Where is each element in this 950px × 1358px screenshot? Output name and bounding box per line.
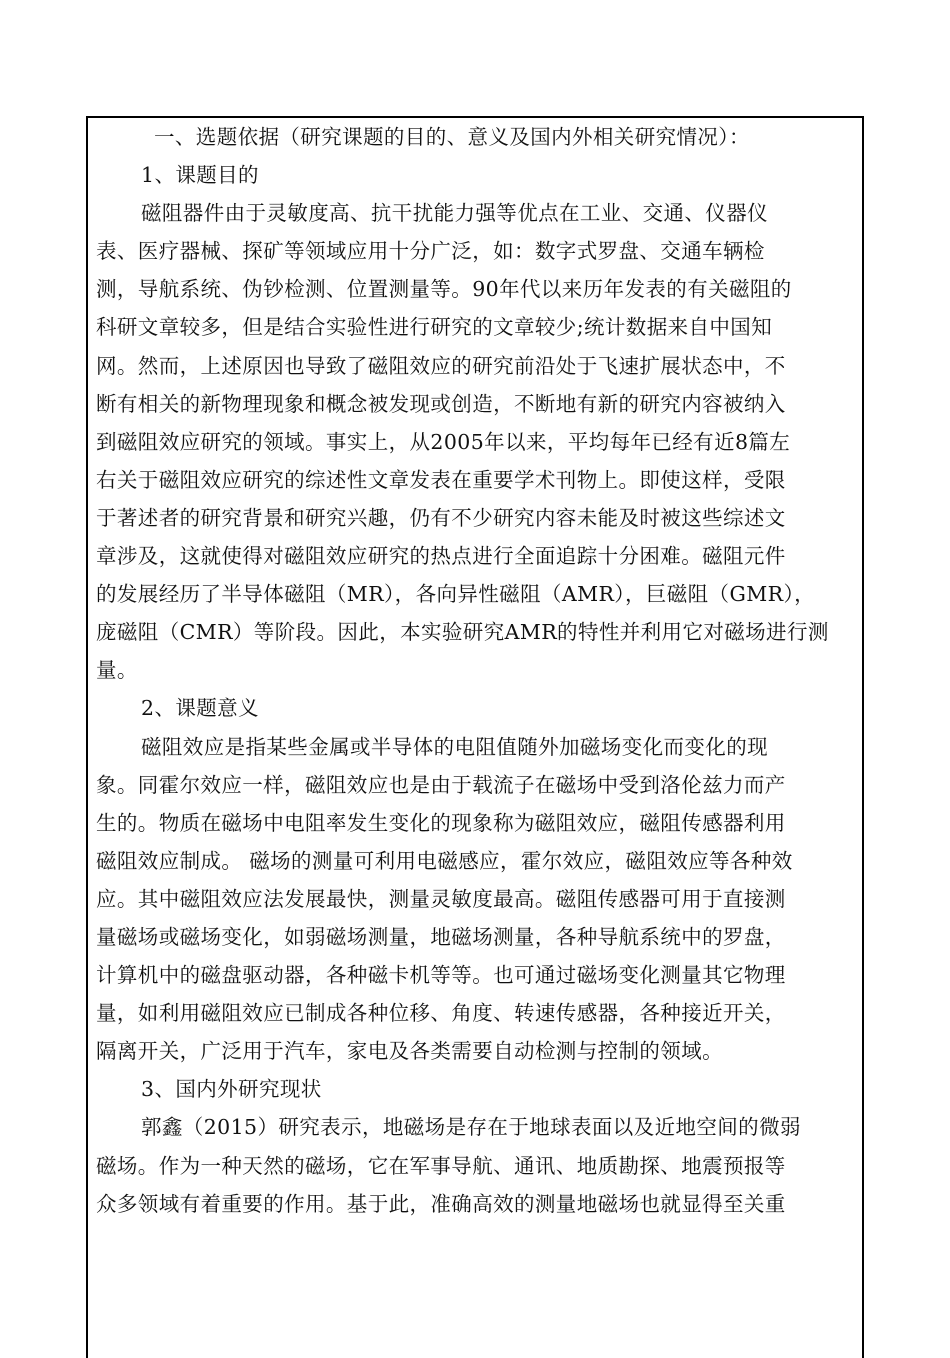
text-line: 量磁场或磁场变化，如弱磁场测量，地磁场测量，各种导航系统中的罗盘， bbox=[96, 924, 786, 949]
text-line: 网。然而，上述原因也导致了磁阻效应的研究前沿处于飞速扩展状态中，不 bbox=[96, 353, 786, 378]
subsection-heading: 3、国内外研究现状 bbox=[141, 1077, 322, 1102]
section-heading: 一、选题依据（研究课题的目的、意义及国内外相关研究情况）： bbox=[154, 125, 750, 149]
subsection-heading: 2、课题意义 bbox=[141, 696, 259, 721]
text-line: 科研文章较多，但是结合实验性进行研究的文章较少;统计数据来自中国知 bbox=[96, 315, 773, 340]
text-line: 磁阻效应制成。 磁场的测量可利用电磁感应，霍尔效应，磁阻效应等各种效 bbox=[96, 848, 793, 873]
document-body bbox=[96, 118, 848, 1223]
text-line: 郭鑫（2015）研究表示，地磁场是存在于地球表面以及近地空间的微弱 bbox=[141, 1115, 801, 1140]
subsection-heading: 1、课题目的 bbox=[141, 163, 259, 188]
text-line: 应。其中磁阻效应法发展最快，测量灵敏度最高。磁阻传感器可用于直接测 bbox=[96, 886, 786, 911]
text-line: 测，导航系统、伪钞检测、位置测量等。90年代以来历年发表的有关磁阻的 bbox=[96, 277, 792, 302]
text-line: 量，如利用磁阻效应已制成各种位移、角度、转速传感器，各种接近开关， bbox=[96, 1001, 786, 1026]
text-line: 磁场。作为一种天然的磁场，它在军事导航、通讯、地质勘探、地震预报等 bbox=[96, 1153, 786, 1178]
text-line: 表、医疗器械、探矿等领域应用十分广泛，如：数字式罗盘、交通车辆检 bbox=[96, 239, 765, 264]
text-line: 生的。物质在磁场中电阻率发生变化的现象称为磁阻效应，磁阻传感器利用 bbox=[96, 810, 786, 835]
text-line: 到磁阻效应研究的领域。事实上，从2005年以来，平均每年已经有近8篇左 bbox=[96, 429, 791, 454]
text-line: 于著述者的研究背景和研究兴趣，仍有不少研究内容未能及时被这些综述文 bbox=[96, 505, 786, 530]
text-line: 磁阻效应是指某些金属或半导体的电阻值随外加磁场变化而变化的现 bbox=[141, 734, 768, 759]
text-line: 的发展经历了半导体磁阻（MR），各向异性磁阻（AMR），巨磁阻（GMR）， bbox=[96, 582, 816, 607]
text-line: 象。同霍尔效应一样，磁阻效应也是由于载流子在磁场中受到洛伦兹力而产 bbox=[96, 772, 786, 797]
text-line: 计算机中的磁盘驱动器，各种磁卡机等等。也可通过磁场变化测量其它物理 bbox=[96, 963, 786, 988]
text-line: 众多领域有着重要的作用。基于此，准确高效的测量地磁场也就显得至关重 bbox=[96, 1191, 786, 1216]
text-line: 右关于磁阻效应研究的综述性文章发表在重要学术刊物上。即使这样，受限 bbox=[96, 467, 786, 492]
text-line: 隔离开关，广泛用于汽车，家电及各类需要自动检测与控制的领域。 bbox=[96, 1039, 723, 1064]
text-line: 断有相关的新物理现象和概念被发现或创造，不断地有新的研究内容被纳入 bbox=[96, 391, 786, 416]
text-line: 庞磁阻（CMR）等阶段。因此，本实验研究AMR的特性并利用它对磁场进行测 bbox=[96, 620, 829, 645]
text-line: 磁阻器件由于灵敏度高、抗干扰能力强等优点在工业、交通、仪器仪 bbox=[141, 201, 768, 226]
text-line: 章涉及，这就使得对磁阻效应研究的热点进行全面追踪十分困难。磁阻元件 bbox=[96, 544, 786, 569]
text-line: 量。 bbox=[96, 658, 138, 683]
